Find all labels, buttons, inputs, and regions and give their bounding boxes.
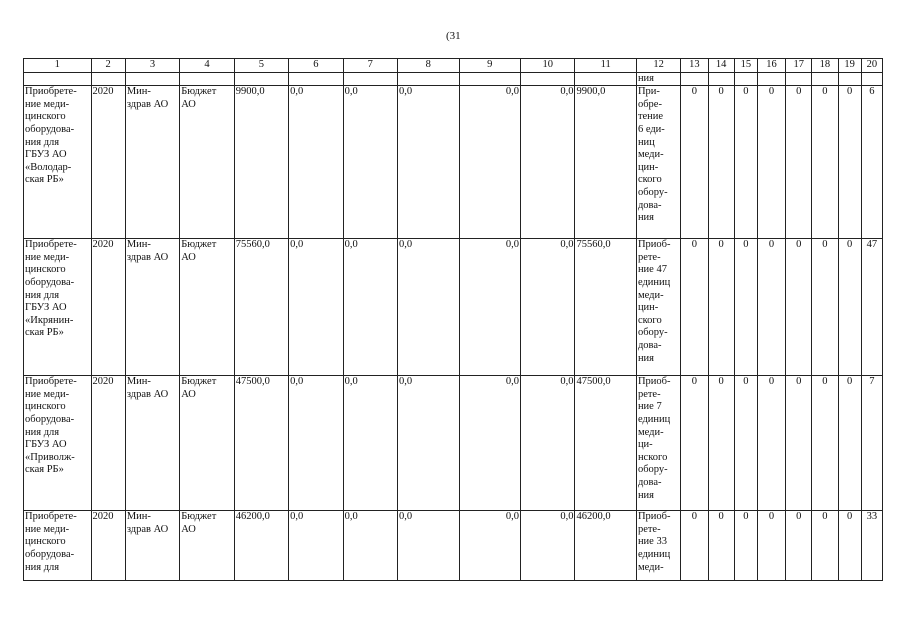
indicator-cell: 0 xyxy=(734,86,757,239)
table-row xyxy=(24,376,883,511)
source-cell: Бюджет АО xyxy=(180,239,234,376)
executor-cell: Мин- здрав АО xyxy=(125,376,179,511)
column-number: 17 xyxy=(786,59,812,73)
indicator-cell: 0 xyxy=(757,376,785,511)
indicator-cell: 0 xyxy=(681,376,708,511)
column-number: 7 xyxy=(343,59,397,73)
column-number: 8 xyxy=(398,59,460,73)
indicator-cell: 0 xyxy=(838,239,861,376)
event-cell: Приобрете- ние меди- цинского оборудова- ния для ГБУЗ АО «Икрянин- ская РБ» xyxy=(24,239,92,376)
indicator-cell: 0 xyxy=(786,239,812,376)
indicator-cell: 0 xyxy=(757,239,785,376)
column-number: 1 xyxy=(24,59,92,73)
table-row xyxy=(24,86,883,239)
indicator-cell: 0 xyxy=(757,511,785,581)
indicator-cell: 0 xyxy=(786,376,812,511)
event-cell: Приобрете- ние меди- цинского оборудова- ния для xyxy=(24,511,92,581)
source-cell: Бюджет АО xyxy=(180,86,234,239)
column-number: 18 xyxy=(812,59,838,73)
year-value-cell: 0,0 xyxy=(398,86,460,239)
event-cell: Приобрете- ние меди- цинского оборудова- ния для ГБУЗ АО «Приволж- ская РБ» xyxy=(24,376,92,511)
year-value-cell: 0,0 xyxy=(459,86,521,239)
column-number: 15 xyxy=(734,59,757,73)
indicator-cell: 0 xyxy=(681,239,708,376)
year-cell: 2020 xyxy=(91,376,125,511)
indicator-cell: 0 xyxy=(734,376,757,511)
year-value-cell: 0,0 xyxy=(398,239,460,376)
year-value-cell: 46200,0 xyxy=(575,511,637,581)
year-value-cell: 0,0 xyxy=(343,86,397,239)
column-number: 10 xyxy=(521,59,575,73)
result-cell: Приоб- рете- ние 47 единиц меди- цин- ского обору- дова- ния xyxy=(636,239,680,376)
total-cell: 46200,0 xyxy=(234,511,288,581)
indicator-total-cell: 6 xyxy=(861,86,882,239)
column-number: 5 xyxy=(234,59,288,73)
column-number: 20 xyxy=(861,59,882,73)
year-value-cell: 0,0 xyxy=(343,376,397,511)
column-number: 6 xyxy=(289,59,343,73)
indicator-total-cell: 47 xyxy=(861,239,882,376)
indicator-cell: 0 xyxy=(708,86,734,239)
table-row xyxy=(24,239,883,376)
year-value-cell: 0,0 xyxy=(521,86,575,239)
result-cell: При- обре- тение 6 еди- ниц меди- цин- ского обору- дова- ния xyxy=(636,86,680,239)
indicator-cell: 0 xyxy=(681,86,708,239)
column-number: 9 xyxy=(459,59,521,73)
year-value-cell: 0,0 xyxy=(398,511,460,581)
column-number: 19 xyxy=(838,59,861,73)
year-value-cell: 0,0 xyxy=(289,86,343,239)
result-cell: Приоб- рете- ние 7 единиц меди- ци- нского обору- дова- ния xyxy=(636,376,680,511)
year-value-cell: 0,0 xyxy=(343,511,397,581)
indicator-cell: 0 xyxy=(708,376,734,511)
table-row xyxy=(24,511,883,581)
year-value-cell: 0,0 xyxy=(289,511,343,581)
indicator-cell: 0 xyxy=(812,376,838,511)
result-cell: Приоб- рете- ние 33 единиц меди- xyxy=(636,511,680,581)
column-number: 2 xyxy=(91,59,125,73)
year-cell: 2020 xyxy=(91,511,125,581)
indicator-cell: 0 xyxy=(838,376,861,511)
source-cell: Бюджет АО xyxy=(180,376,234,511)
total-cell: 75560,0 xyxy=(234,239,288,376)
total-cell: 47500,0 xyxy=(234,376,288,511)
year-cell: 2020 xyxy=(91,239,125,376)
indicator-cell: 0 xyxy=(681,511,708,581)
year-value-cell: 0,0 xyxy=(343,239,397,376)
indicator-cell: 0 xyxy=(838,511,861,581)
page-number: (31 xyxy=(446,30,461,42)
year-cell: 2020 xyxy=(91,86,125,239)
indicator-cell: 0 xyxy=(812,86,838,239)
year-value-cell: 0,0 xyxy=(459,376,521,511)
column-number: 14 xyxy=(708,59,734,73)
year-value-cell: 0,0 xyxy=(521,376,575,511)
indicator-cell: 0 xyxy=(812,239,838,376)
executor-cell: Мин- здрав АО xyxy=(125,239,179,376)
column-number-row xyxy=(24,59,883,73)
column-number: 13 xyxy=(681,59,708,73)
event-cell: Приобрете- ние меди- цинского оборудова- ния для ГБУЗ АО «Володар- ская РБ» xyxy=(24,86,92,239)
column-number: 3 xyxy=(125,59,179,73)
indicator-total-cell: 7 xyxy=(861,376,882,511)
indicator-cell: 0 xyxy=(734,239,757,376)
year-value-cell: 75560,0 xyxy=(575,239,637,376)
indicator-total-cell: 33 xyxy=(861,511,882,581)
year-value-cell: 0,0 xyxy=(459,511,521,581)
executor-cell: Мин- здрав АО xyxy=(125,511,179,581)
continued-text: ния xyxy=(636,72,680,86)
year-value-cell: 0,0 xyxy=(289,376,343,511)
indicator-cell: 0 xyxy=(757,86,785,239)
source-cell: Бюджет АО xyxy=(180,511,234,581)
executor-cell: Мин- здрав АО xyxy=(125,86,179,239)
budget-table xyxy=(23,58,883,581)
year-value-cell: 0,0 xyxy=(459,239,521,376)
year-value-cell: 0,0 xyxy=(398,376,460,511)
column-number: 16 xyxy=(757,59,785,73)
year-value-cell: 47500,0 xyxy=(575,376,637,511)
indicator-cell: 0 xyxy=(734,511,757,581)
column-number: 11 xyxy=(575,59,637,73)
indicator-cell: 0 xyxy=(812,511,838,581)
total-cell: 9900,0 xyxy=(234,86,288,239)
indicator-cell: 0 xyxy=(786,86,812,239)
column-number: 12 xyxy=(636,59,680,73)
column-number: 4 xyxy=(180,59,234,73)
year-value-cell: 9900,0 xyxy=(575,86,637,239)
indicator-cell: 0 xyxy=(786,511,812,581)
year-value-cell: 0,0 xyxy=(521,511,575,581)
indicator-cell: 0 xyxy=(708,511,734,581)
year-value-cell: 0,0 xyxy=(521,239,575,376)
continuation-row xyxy=(24,72,883,86)
indicator-cell: 0 xyxy=(838,86,861,239)
indicator-cell: 0 xyxy=(708,239,734,376)
year-value-cell: 0,0 xyxy=(289,239,343,376)
